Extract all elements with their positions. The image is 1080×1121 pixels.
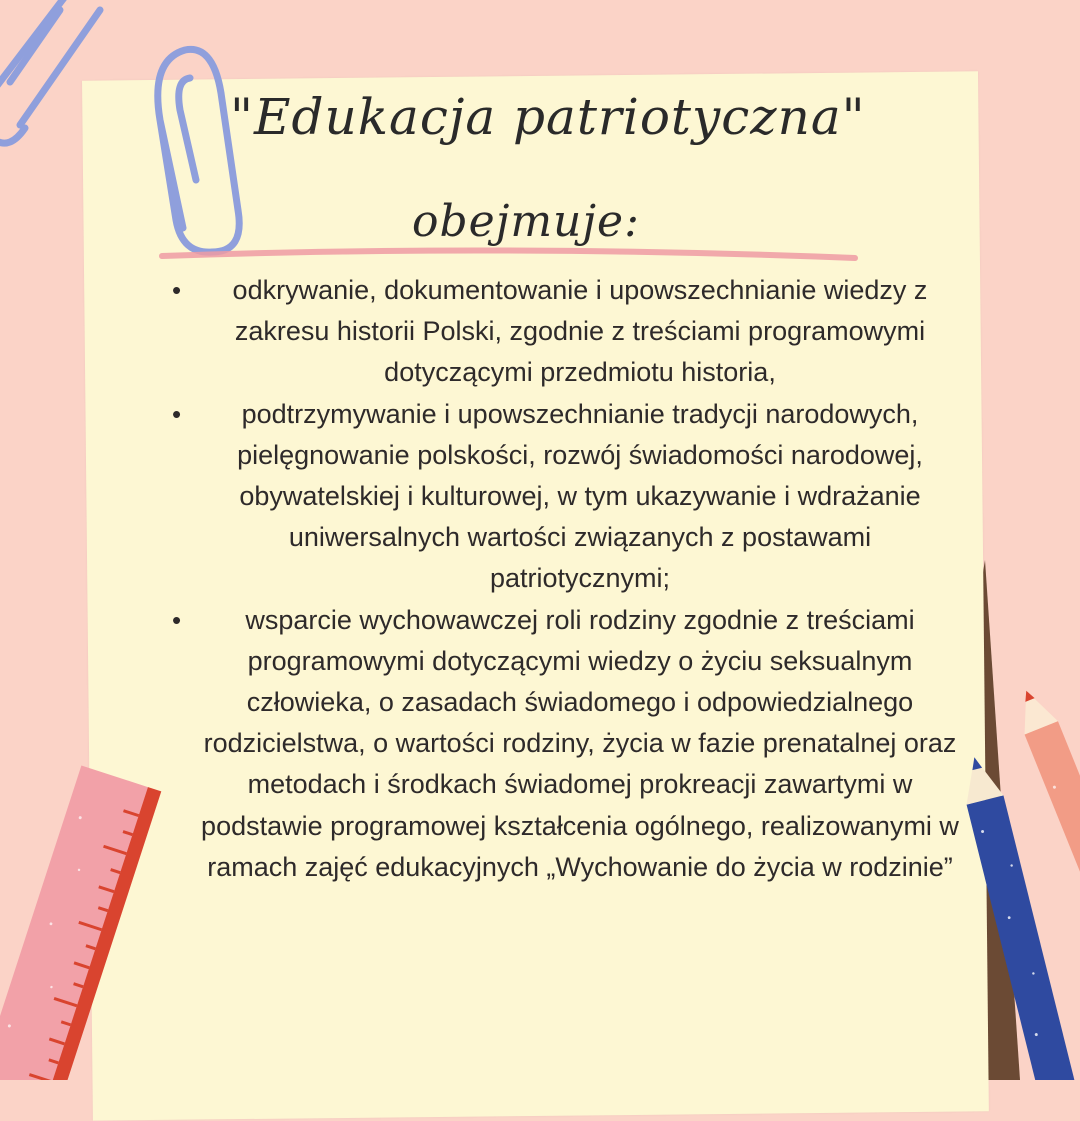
ruler-icon <box>0 765 161 1080</box>
list-item-text: podtrzymywanie i upowszechnianie tradycji narodowych, pielęgnowanie polskości, rozwój świadomości narodowej, obywatelskiej i kulturowej, w tym ukazywanie i wdrażanie uniwersalnych wartości związanych z postawami patriotycznymi; <box>237 398 923 594</box>
bullet-icon: • <box>172 604 182 635</box>
bullet-icon: • <box>172 275 182 305</box>
title-line-1: "Edukacja patriotyczna" <box>230 88 866 146</box>
title-block <box>150 70 910 270</box>
list-item <box>160 394 960 600</box>
list-item <box>160 600 960 888</box>
bullet-icon: • <box>172 398 182 429</box>
bullet-list <box>160 270 960 888</box>
list-item <box>160 270 960 394</box>
paperclip-top-left-icon <box>0 0 100 143</box>
list-item-text: wsparcie wychowawczej roli rodziny zgodnie z treściami programowymi dotyczącymi wiedzy o życiu seksualnym człowieka, o zasadach świadomego i odpowiedzialnego rodzicielstwa, o wartości rodziny, życia w fazie prenatalnej oraz metodach i środkach świadomej prokreacji zawartymi w podstawie programowej kształcenia ogólnego, realizowanymi w ramach zajęć edukacyjnych „Wychowanie do życia w rodzinie” <box>201 604 959 882</box>
list-item-text: odkrywanie, dokumentowanie i upowszechnianie wiedzy z zakresu historii Polski, zgodnie z treściami programowymi dotyczącymi przedmiotu historia, <box>232 275 928 388</box>
title-line-2: obejmuje: <box>412 196 640 247</box>
